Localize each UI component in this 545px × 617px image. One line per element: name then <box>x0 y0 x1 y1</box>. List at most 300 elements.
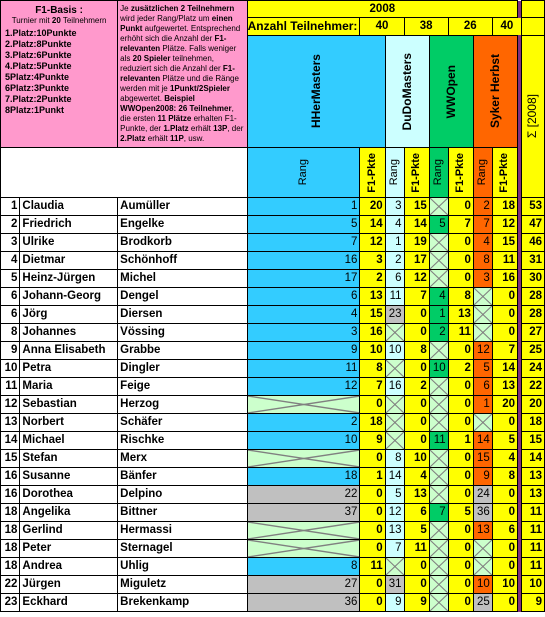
explanation-text <box>120 4 244 144</box>
tournament-name-label: WWOpen <box>443 64 458 119</box>
f1-points: 6 <box>404 504 429 522</box>
player-last-name: Miguletz <box>118 576 247 594</box>
pkte-header <box>492 148 517 198</box>
player-last-name: Vössing <box>118 324 247 342</box>
row-position: 14 <box>1 432 20 450</box>
player-last-name: Diersen <box>118 306 247 324</box>
row-position: 10 <box>1 360 20 378</box>
f1-points: 0 <box>448 594 473 612</box>
rang-value: 6 <box>385 270 404 288</box>
rang-value: 6 <box>473 378 492 396</box>
rang-value: 12 <box>473 342 492 360</box>
rang-not-participated <box>247 450 360 468</box>
f1-points: 0 <box>492 486 517 504</box>
player-last-name: Rischke <box>118 432 247 450</box>
f1-points: 12 <box>360 234 385 252</box>
row-position: 13 <box>1 414 20 432</box>
sum-points: 25 <box>521 342 544 360</box>
table-row <box>1 432 545 450</box>
f1-points: 0 <box>404 360 429 378</box>
row-position: 18 <box>1 558 20 576</box>
f1-points: 0 <box>448 396 473 414</box>
rang-header <box>247 148 360 198</box>
f1-points: 0 <box>404 414 429 432</box>
player-last-name: Bänfer <box>118 468 247 486</box>
f1-points: 13 <box>404 486 429 504</box>
table-row <box>1 558 545 576</box>
points-item: 8Platz:1Punkt <box>5 105 65 115</box>
rang-not-participated <box>385 396 404 414</box>
player-last-name: Brodkorb <box>118 234 247 252</box>
rang-value: 13 <box>385 522 404 540</box>
sum-points: 9 <box>521 594 544 612</box>
f1-points: 20 <box>360 198 385 216</box>
player-first-name: Gerlind <box>20 522 118 540</box>
player-first-name: Johann-Georg <box>20 288 118 306</box>
points-list <box>3 28 115 116</box>
f1-points: 0 <box>404 576 429 594</box>
player-first-name: Anna Elisabeth <box>20 342 118 360</box>
cross-icon <box>430 522 448 539</box>
explanation-fragment: einen Punkt <box>120 14 233 33</box>
player-first-name: Maria <box>20 378 118 396</box>
rang-value: 23 <box>385 306 404 324</box>
rang-value: 14 <box>385 468 404 486</box>
tournament-count-2: 38 <box>404 18 448 36</box>
f1-points: 10 <box>360 342 385 360</box>
f1-points: 14 <box>404 216 429 234</box>
points-item: 6Platz:3Punkte <box>5 83 70 93</box>
rang-not-participated <box>429 198 448 216</box>
rang-not-participated <box>429 270 448 288</box>
f1-points: 8 <box>448 288 473 306</box>
f1-points: 0 <box>360 450 385 468</box>
f1-points: 17 <box>404 252 429 270</box>
f1-points: 8 <box>360 360 385 378</box>
rang-not-participated <box>247 540 360 558</box>
rang-not-participated <box>247 396 360 414</box>
player-last-name: Aumüller <box>118 198 247 216</box>
explanation-fragment: wird jeder Rang/Platz um <box>120 14 212 23</box>
f1-points: 0 <box>448 468 473 486</box>
rang-value: 1 <box>247 198 360 216</box>
f1-points: 0 <box>492 504 517 522</box>
player-first-name: Peter <box>20 540 118 558</box>
f1-points: 15 <box>492 234 517 252</box>
f1-points: 7 <box>360 378 385 396</box>
rang-value: 15 <box>473 450 492 468</box>
player-first-name: Friedrich <box>20 216 118 234</box>
explanation-fragment: , usw. <box>183 134 205 143</box>
rang-value: 6 <box>247 288 360 306</box>
f1-points: 7 <box>448 216 473 234</box>
tournament-count-3: 26 <box>448 18 492 36</box>
f1-points: 0 <box>360 522 385 540</box>
player-last-name: Engelke <box>118 216 247 234</box>
rang-not-participated <box>473 324 492 342</box>
player-last-name: Grabbe <box>118 342 247 360</box>
table-row <box>1 234 545 252</box>
rang-header <box>473 148 492 198</box>
table-row <box>1 306 545 324</box>
rang-value: 17 <box>247 270 360 288</box>
cross-icon <box>474 288 492 305</box>
table-row <box>1 414 545 432</box>
sum-points: 28 <box>521 306 544 324</box>
f1-points: 0 <box>404 324 429 342</box>
f1-points: 0 <box>448 414 473 432</box>
f1-points: 0 <box>448 234 473 252</box>
f1-points: 14 <box>360 216 385 234</box>
player-last-name: Dingler <box>118 360 247 378</box>
rang-value: 8 <box>247 558 360 576</box>
row-position: 2 <box>1 216 20 234</box>
rang-value: 22 <box>247 486 360 504</box>
row-position: 3 <box>1 234 20 252</box>
f1-points: 0 <box>492 540 517 558</box>
sum-points: 15 <box>521 432 544 450</box>
rang-header-label: Rang <box>388 159 401 186</box>
player-last-name: Merx <box>118 450 247 468</box>
f1-points: 2 <box>360 270 385 288</box>
rang-not-participated <box>429 252 448 270</box>
cross-icon <box>474 540 492 557</box>
explanation-fragment: erhält <box>188 124 214 133</box>
cross-icon <box>248 396 360 413</box>
row-position: 6 <box>1 288 20 306</box>
player-first-name: Susanne <box>20 468 118 486</box>
rang-not-participated <box>473 414 492 432</box>
sum-points: 46 <box>521 234 544 252</box>
row-position: 8 <box>1 324 20 342</box>
tournament-name-2 <box>385 36 429 148</box>
rang-value: 5 <box>385 486 404 504</box>
rang-not-participated <box>385 414 404 432</box>
rang-value: 5 <box>473 360 492 378</box>
sum-points: 30 <box>521 270 544 288</box>
f1-points: 16 <box>360 324 385 342</box>
f1-points: 18 <box>492 198 517 216</box>
sum-points: 18 <box>521 414 544 432</box>
f1-points: 1 <box>448 432 473 450</box>
label-row-blank <box>1 148 248 198</box>
f1-points: 11 <box>404 540 429 558</box>
sum-header <box>521 36 544 198</box>
explanation-box <box>118 1 247 148</box>
teilnehmer-label: Anzahl Teilnehmer: <box>247 18 360 36</box>
pkte-header <box>448 148 473 198</box>
player-last-name: Brekenkamp <box>118 594 247 612</box>
f1-points: 0 <box>448 270 473 288</box>
sum-points: 11 <box>521 558 544 576</box>
f1-points: 13 <box>492 378 517 396</box>
f1-points: 16 <box>492 270 517 288</box>
rang-value: 10 <box>385 342 404 360</box>
row-position: 18 <box>1 540 20 558</box>
f1-points: 0 <box>448 522 473 540</box>
rang-value: 24 <box>473 486 492 504</box>
sum-count-blank <box>521 18 544 36</box>
rang-not-participated <box>385 324 404 342</box>
f1-points: 3 <box>360 252 385 270</box>
f1-points: 0 <box>404 396 429 414</box>
rang-not-participated <box>247 522 360 540</box>
rang-value: 9 <box>385 594 404 612</box>
sum-points: 47 <box>521 216 544 234</box>
rang-value: 31 <box>385 576 404 594</box>
f1-points: 0 <box>448 486 473 504</box>
rang-value: 9 <box>473 468 492 486</box>
rang-value: 37 <box>247 504 360 522</box>
year-header: 2008 <box>247 1 517 18</box>
rang-value: 7 <box>429 504 448 522</box>
rang-not-participated <box>429 378 448 396</box>
rang-value: 12 <box>385 504 404 522</box>
rang-header <box>429 148 448 198</box>
f1-points: 0 <box>492 288 517 306</box>
f1-points: 18 <box>360 414 385 432</box>
f1-points: 5 <box>492 432 517 450</box>
points-item: 7.Platz:2Punkte <box>5 94 72 104</box>
sum-points: 11 <box>521 504 544 522</box>
points-item: 2.Platz:8Punkte <box>5 39 72 49</box>
rang-value: 25 <box>473 594 492 612</box>
f1-points: 2 <box>448 360 473 378</box>
cross-icon <box>430 450 448 467</box>
rang-value: 7 <box>473 216 492 234</box>
table-row <box>1 522 545 540</box>
table-row <box>1 576 545 594</box>
rang-value: 10 <box>429 360 448 378</box>
explanation-fragment: erhält <box>145 134 170 143</box>
explanation-fragment: 1.Platz <box>163 124 189 133</box>
points-item: 1.Platz:10Punkte <box>5 28 77 38</box>
tournament-name-label: DuDoMasters <box>399 52 414 131</box>
rang-header-label: Rang <box>432 159 445 186</box>
sum-points: 11 <box>521 540 544 558</box>
rang-not-participated <box>429 468 448 486</box>
sum-points: 28 <box>521 288 544 306</box>
rang-not-participated <box>473 540 492 558</box>
f1-points: 6 <box>492 522 517 540</box>
cross-icon <box>430 540 448 557</box>
rang-not-participated <box>429 486 448 504</box>
rang-not-participated <box>429 594 448 612</box>
tournament-name-label: HHerMasters <box>308 54 323 129</box>
table-row <box>1 216 545 234</box>
f1-points: 0 <box>360 504 385 522</box>
rang-not-participated <box>429 450 448 468</box>
table-row <box>1 396 545 414</box>
player-first-name: Angelika <box>20 504 118 522</box>
basis-sub-num: 20 <box>51 16 61 25</box>
explanation-fragment: Beispiel WWOpen2008: 26 Teilnehmer <box>120 94 232 113</box>
sum-points: 13 <box>521 486 544 504</box>
cross-icon <box>386 396 404 413</box>
player-first-name: Norbert <box>20 414 118 432</box>
f1-points: 15 <box>404 198 429 216</box>
f1-points: 10 <box>404 450 429 468</box>
rang-value: 36 <box>473 504 492 522</box>
explanation-fragment: , der <box>227 124 244 133</box>
f1-points: 0 <box>492 558 517 576</box>
f1-points: 0 <box>360 396 385 414</box>
table-row <box>1 378 545 396</box>
f1-points: 7 <box>492 342 517 360</box>
cross-icon <box>430 558 448 575</box>
rang-not-participated <box>473 288 492 306</box>
f1-points: 0 <box>448 576 473 594</box>
f1-points: 0 <box>404 306 429 324</box>
table-row <box>1 468 545 486</box>
row-position: 12 <box>1 396 20 414</box>
cross-icon <box>430 594 448 611</box>
f1-points: 0 <box>360 486 385 504</box>
player-last-name: Schäfer <box>118 414 247 432</box>
pkte-header-label: F1-Pkte <box>410 152 423 193</box>
rang-value: 13 <box>473 522 492 540</box>
player-first-name: Johannes <box>20 324 118 342</box>
explanation-fragment: Plätze. Falls weniger als <box>120 44 237 63</box>
table-row <box>1 540 545 558</box>
pkte-header <box>404 148 429 198</box>
tournament-count-1: 40 <box>360 18 404 36</box>
f1-points: 5 <box>404 522 429 540</box>
f1-points: 10 <box>492 576 517 594</box>
f1-points: 0 <box>448 450 473 468</box>
rang-value: 16 <box>385 378 404 396</box>
rang-value: 18 <box>247 468 360 486</box>
player-first-name: Ulrike <box>20 234 118 252</box>
f1-points: 19 <box>404 234 429 252</box>
cross-icon <box>386 558 404 575</box>
cross-icon <box>474 414 492 431</box>
tournament-name-1 <box>247 36 385 148</box>
cross-icon <box>430 468 448 485</box>
f1-points: 9 <box>404 594 429 612</box>
f1-points: 0 <box>360 540 385 558</box>
sum-points: 22 <box>521 378 544 396</box>
rang-value: 14 <box>473 432 492 450</box>
rang-value: 2 <box>429 324 448 342</box>
f1-points: 0 <box>360 576 385 594</box>
table-row <box>1 594 545 612</box>
row-position: 11 <box>1 378 20 396</box>
player-last-name: Bittner <box>118 504 247 522</box>
f1-points: 0 <box>448 540 473 558</box>
row-position: 22 <box>1 576 20 594</box>
row-position: 6 <box>1 306 20 324</box>
player-first-name: Stefan <box>20 450 118 468</box>
rang-value: 10 <box>473 576 492 594</box>
rang-value: 11 <box>247 360 360 378</box>
pkte-header <box>360 148 385 198</box>
table-row <box>1 450 545 468</box>
rang-not-participated <box>429 576 448 594</box>
pkte-header-label: F1-Pkte <box>454 152 467 193</box>
rang-value: 27 <box>247 576 360 594</box>
player-first-name: Jürgen <box>20 576 118 594</box>
cross-icon <box>474 558 492 575</box>
row-position: 15 <box>1 450 20 468</box>
explanation-fragment: 11P <box>169 134 184 143</box>
f1-points: 14 <box>492 360 517 378</box>
f1-points: 13 <box>448 306 473 324</box>
player-last-name: Feige <box>118 378 247 396</box>
player-first-name: Sebastian <box>20 396 118 414</box>
table-row <box>1 198 545 216</box>
explanation-fragment: 2.Platz <box>120 134 146 143</box>
sum-points: 13 <box>521 468 544 486</box>
player-first-name: Petra <box>20 360 118 378</box>
rang-value: 1 <box>385 234 404 252</box>
f1-points: 1 <box>360 468 385 486</box>
cross-icon <box>430 270 448 287</box>
explanation-fragment: F1-relevanten <box>120 64 235 83</box>
cross-icon <box>430 378 448 395</box>
rang-value: 4 <box>429 288 448 306</box>
basis-sub-post: Teilnehmern <box>60 16 107 25</box>
explanation-fragment: abgewertet. <box>120 94 165 103</box>
rang-not-participated <box>473 306 492 324</box>
f1-points: 9 <box>360 432 385 450</box>
rang-header-label: Rang <box>297 159 309 186</box>
f1-points: 12 <box>492 216 517 234</box>
row-position: 16 <box>1 486 20 504</box>
pkte-header-label: F1-Pkte <box>366 152 379 193</box>
rang-value: 7 <box>247 234 360 252</box>
f1-points: 12 <box>404 270 429 288</box>
row-position: 16 <box>1 468 20 486</box>
explanation-fragment: zusätzlichen 2 Teilnehmern <box>130 4 235 13</box>
f1-points: 0 <box>448 558 473 576</box>
tournament-name-4 <box>473 36 517 148</box>
sum-header-label: Σ [2008] <box>525 94 540 139</box>
f1-points: 11 <box>448 324 473 342</box>
rang-value: 2 <box>385 252 404 270</box>
cross-icon <box>430 252 448 269</box>
pkte-header-label: F1-Pkte <box>498 152 511 193</box>
rang-header <box>385 148 404 198</box>
rang-not-participated <box>429 396 448 414</box>
sum-points: 31 <box>521 252 544 270</box>
player-last-name: Hermassi <box>118 522 247 540</box>
player-first-name: Michael <box>20 432 118 450</box>
table-row <box>1 360 545 378</box>
sum-points: 20 <box>521 396 544 414</box>
f1-points: 0 <box>448 252 473 270</box>
row-position: 5 <box>1 270 20 288</box>
rang-value: 2 <box>247 414 360 432</box>
sum-points: 24 <box>521 360 544 378</box>
player-last-name: Herzog <box>118 396 247 414</box>
table-row <box>1 252 545 270</box>
cross-icon <box>430 342 448 359</box>
cross-icon <box>386 324 404 341</box>
f1-points: 4 <box>404 468 429 486</box>
points-item: 5Platz:4Punkte <box>5 72 70 82</box>
rang-not-participated <box>385 432 404 450</box>
rang-value: 2 <box>473 198 492 216</box>
player-last-name: Dengel <box>118 288 247 306</box>
sum-points: 53 <box>521 198 544 216</box>
basis-sub-pre: Turnier mit <box>11 16 52 25</box>
cross-icon <box>430 414 448 431</box>
rang-not-participated <box>473 558 492 576</box>
sum-points: 10 <box>521 576 544 594</box>
basis-title: F1-Basis : <box>35 5 83 16</box>
cross-icon <box>248 540 360 557</box>
